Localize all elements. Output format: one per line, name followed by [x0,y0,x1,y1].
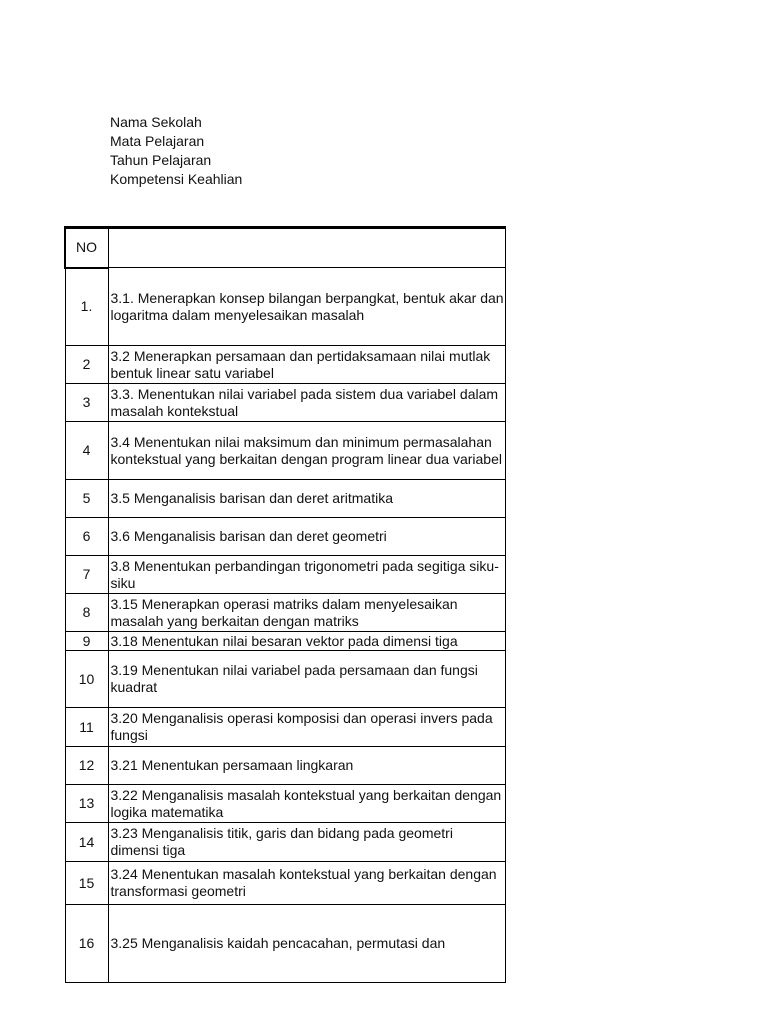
table-row [65,862,505,905]
row-description: 3.19 Menentukan nilai variabel pada persamaan dan fungsi kuadrat [108,651,505,708]
row-number: 2 [65,346,108,384]
row-number: 4 [65,422,108,480]
table-row [65,594,505,632]
table-row [65,708,505,747]
table-row [65,518,505,556]
row-description: 3.1. Menerapkan konsep bilangan berpangkat, bentuk akar dan logaritma dalam menyelesaikan masalah [108,268,505,346]
row-description: 3.25 Menganalisis kaidah pencacahan, permutasi dan [108,905,505,983]
row-description: 3.4 Menentukan nilai maksimum dan minimum permasalahan kontekstual yang berkaitan dengan program linear dua variabel [108,422,505,480]
table-row [65,384,505,422]
table-row [65,480,505,518]
header-label-year: Tahun Pelajaran [110,152,212,168]
document-header [110,113,242,189]
row-description: 3.23 Menganalisis titik, garis dan bidang pada geometri dimensi tiga [108,823,505,862]
row-description: 3.6 Menganalisis barisan dan deret geometri [108,518,505,556]
table-header-row [65,228,505,268]
column-header-description [108,228,505,268]
table-row [65,785,505,823]
row-number: 8 [65,594,108,632]
row-number: 6 [65,518,108,556]
row-number: 9 [65,632,108,651]
row-number: 12 [65,747,108,785]
row-number: 7 [65,556,108,594]
table-row [65,268,505,346]
row-description: 3.5 Menganalisis barisan dan deret aritmatika [108,480,505,518]
header-label-competency: Kompetensi Keahlian [110,171,243,187]
table-row [65,422,505,480]
row-description: 3.21 Menentukan persamaan lingkaran [108,747,505,785]
row-description: 3.22 Menganalisis masalah kontekstual yang berkaitan dengan logika matematika [108,785,505,823]
table-row [65,905,505,983]
competency-table [64,226,506,983]
row-description: 3.3. Menentukan nilai variabel pada sistem dua variabel dalam masalah kontekstual [108,384,505,422]
header-label-subject: Mata Pelajaran [110,133,205,149]
row-number: 3 [65,384,108,422]
table-row [65,747,505,785]
row-number: 14 [65,823,108,862]
row-description: 3.8 Menentukan perbandingan trigonometri pada segitiga siku-siku [108,556,505,594]
row-number: 1. [65,268,108,346]
header-label-school: Nama Sekolah [110,114,202,130]
competency-table-container [64,226,506,951]
row-description: 3.18 Menentukan nilai besaran vektor pada dimensi tiga [108,632,505,651]
table-row [65,556,505,594]
table-row [65,632,505,651]
row-number: 11 [65,708,108,747]
row-description: 3.24 Menentukan masalah kontekstual yang berkaitan dengan transformasi geometri [108,862,505,905]
table-row [65,823,505,862]
table-row [65,651,505,708]
row-number: 10 [65,651,108,708]
row-description: 3.20 Menganalisis operasi komposisi dan operasi invers pada fungsi [108,708,505,747]
column-header-no: NO [65,228,108,268]
row-description: 3.2 Menerapkan persamaan dan pertidaksamaan nilai mutlak bentuk linear satu variabel [108,346,505,384]
row-number: 16 [65,905,108,983]
row-number: 5 [65,480,108,518]
table-row [65,346,505,384]
row-number: 15 [65,862,108,905]
row-description: 3.15 Menerapkan operasi matriks dalam menyelesaikan masalah yang berkaitan dengan matriks [108,594,505,632]
row-number: 13 [65,785,108,823]
